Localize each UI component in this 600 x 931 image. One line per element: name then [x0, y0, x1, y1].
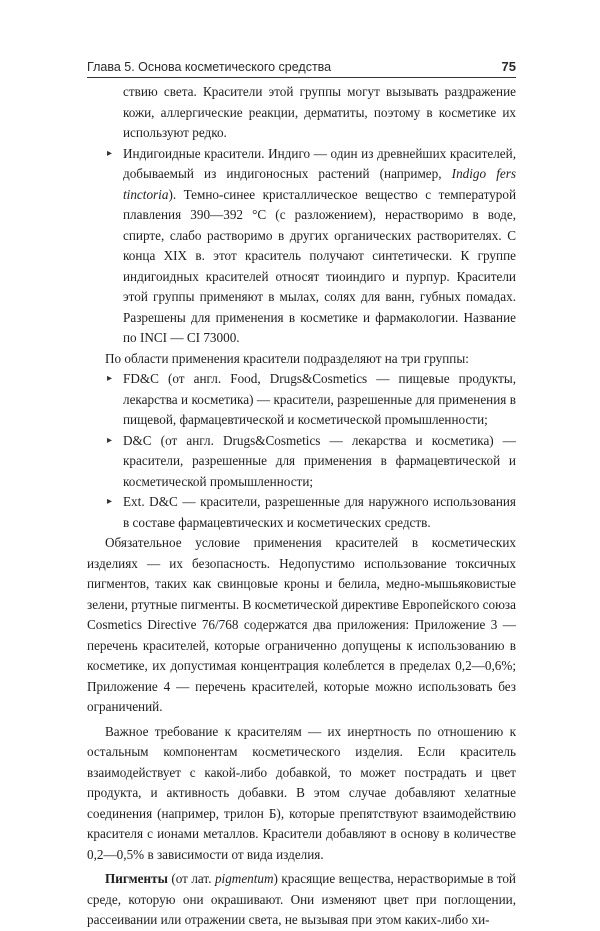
indigoid-text-b: ). Темно-синее кристаллическое вещество с температурой плавления 390—392 °С (с разложением), нерастворимо в воде, спирте, слабо растворимо в других органических растворителях. С конца XIX в. этот краситель получают синтетически. К группе индигоидных красителей относят тиоиндиго и пурпур. Красители этой группы применяют в мылах, солях для ванн, губных помадах. Разрешены для применения в косметике и фармакологии. Название по INCI — CI 73000. — [123, 186, 516, 345]
safety-paragraph: Обязательное условие применения красителей в косметических изделиях — их безопасность. Недопустимо использование токсичных пигментов, таких как свинцовые кроны и белила, медно-мышьяковистые зелени, ртутные пигменты. В косметической директиве Европейского союза Cosmetics Directive 76/768 содержатся два приложения: Приложение 3 — перечень красителей, которые ограниченно допущены к использованию в косметике, их допустимая концентрация колеблется в пределах 0,2—0,6%; Приложение 4 — перечень красителей, которые можно использовать без ограничений. — [87, 535, 516, 714]
header-rule — [87, 77, 516, 78]
group-item-fdc — [87, 369, 516, 431]
pigments-text-b: ) красящие вещества, нерастворимые в той среде, которую они окрашивают. Они изменяют цвет при поглощении, рассеивании или отражении света, не вызывая при этом каких-либо хи- — [87, 871, 516, 927]
group-item-ext-dc — [87, 492, 516, 533]
bullet-arrow-icon: ▸ — [107, 373, 113, 384]
chapter-title: Глава 5. Основа косметического средства — [87, 60, 332, 74]
bullet-arrow-icon: ▸ — [107, 147, 113, 159]
group-item-text: Ext. D&C — красители, разрешенные для наружного использования в составе фармацевтических и косметических средств. — [123, 494, 516, 530]
bullet-arrow-icon: ▸ — [107, 434, 113, 446]
inertness-paragraph: Важное требование к красителям — их инертность по отношению к остальным компонентам косметического изделия. Если краситель взаимодействует с какой-либо добавкой, то может пострадать и цвет продукта, и активность добавки. В этом случае добавляют хелатные соединения (например, трилон Б), которые препятствуют взаимодействию красителя с ионами металлов. Красители добавляют в основу в количестве 0,2—0,5% в зависимости от вида изделия. — [87, 723, 516, 862]
group-item-text: D&C (от англ. Drugs&Cosmetics — лекарства и косметика) — красители, разрешенные для применения в фармацевтической и косметической промышленности; — [123, 432, 516, 489]
indigoid-text-a: Индигоидные красители. Индиго — один из древнейших красителей, добываемый из индигоносных растений (например, — [123, 145, 516, 181]
page-body — [87, 82, 516, 931]
pigments-paragraph — [87, 869, 516, 931]
indigoid-latin-name: Indigo fers tinctoria — [123, 166, 517, 202]
indigoid-item — [87, 144, 516, 349]
bullet-arrow-icon: ▸ — [107, 496, 113, 507]
pigments-text-a: (от лат. — [167, 871, 215, 886]
page-number: 75 — [501, 59, 516, 74]
scope-intro: По области применения красители подразделяют на три группы: — [105, 350, 469, 366]
group-item-dc — [87, 431, 516, 493]
pigments-latin-name: pigmentum — [214, 871, 274, 886]
pigments-term: Пигменты — [105, 871, 168, 886]
continuation-paragraph: ствию света. Красители этой группы могут вызывать раздражение кожи, аллергические реакции, дерматиты, поэтому в косметике их используют редко. — [123, 84, 516, 140]
group-item-text: FD&C (от англ. Food, Drugs&Cosmetics — пищевые продукты, лекарства и косметика) — красители, разрешенные для применения в пищевой, фармацевтической и косметической промышленности; — [123, 371, 516, 427]
running-header — [87, 52, 516, 74]
